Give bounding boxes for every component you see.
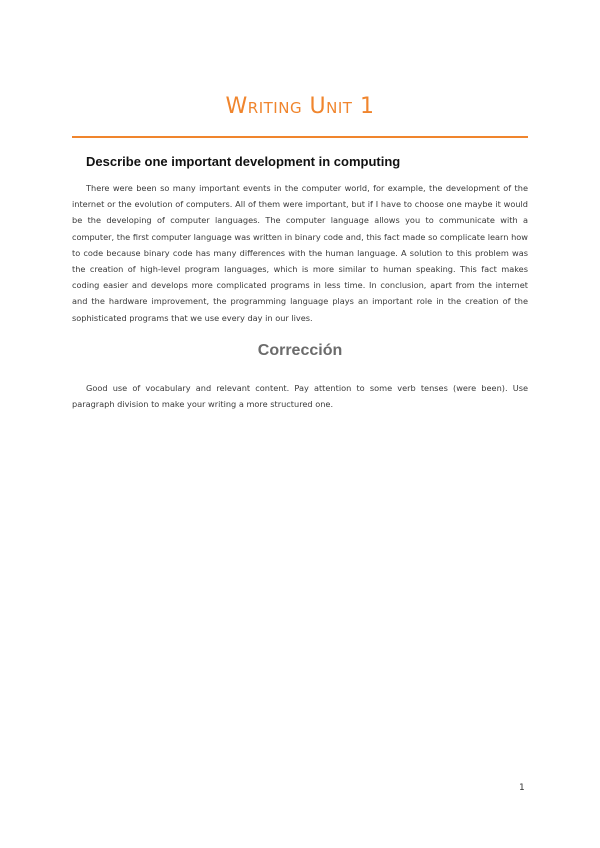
correction-heading: Corrección <box>257 342 343 359</box>
page-number: 1 <box>519 783 525 793</box>
document-title: Writing Unit 1 <box>225 94 375 119</box>
question-heading: Describe one important development in computing <box>86 154 401 169</box>
correction-paragraph: Good use of vocabulary and relevant content. Pay attention to some verb tenses (were been). Use paragraph division to make your writing a more structured one. <box>72 383 528 410</box>
essay-paragraph: There were been so many important events in the computer world, for example, the development of the internet or the evolution of computers. All of them were important, but if I have to choose one maybe it would be the developing of computer languages. The computer language allows you to communicate with a computer, the first computer language was written in binary code and, this fact made so complicate learn how to code because binary code has many differences with the human language. A solution to this problem was the creation of high-level program languages, which is more similar to human speaking. This fact makes coding easier and develops more complicated programs in less time. In conclusion, apart from the internet and the hardware improvement, the programming language plays an important role in the creation of the sophisticated programs that we use every day in our lives. <box>72 183 528 323</box>
title-divider <box>72 136 528 138</box>
